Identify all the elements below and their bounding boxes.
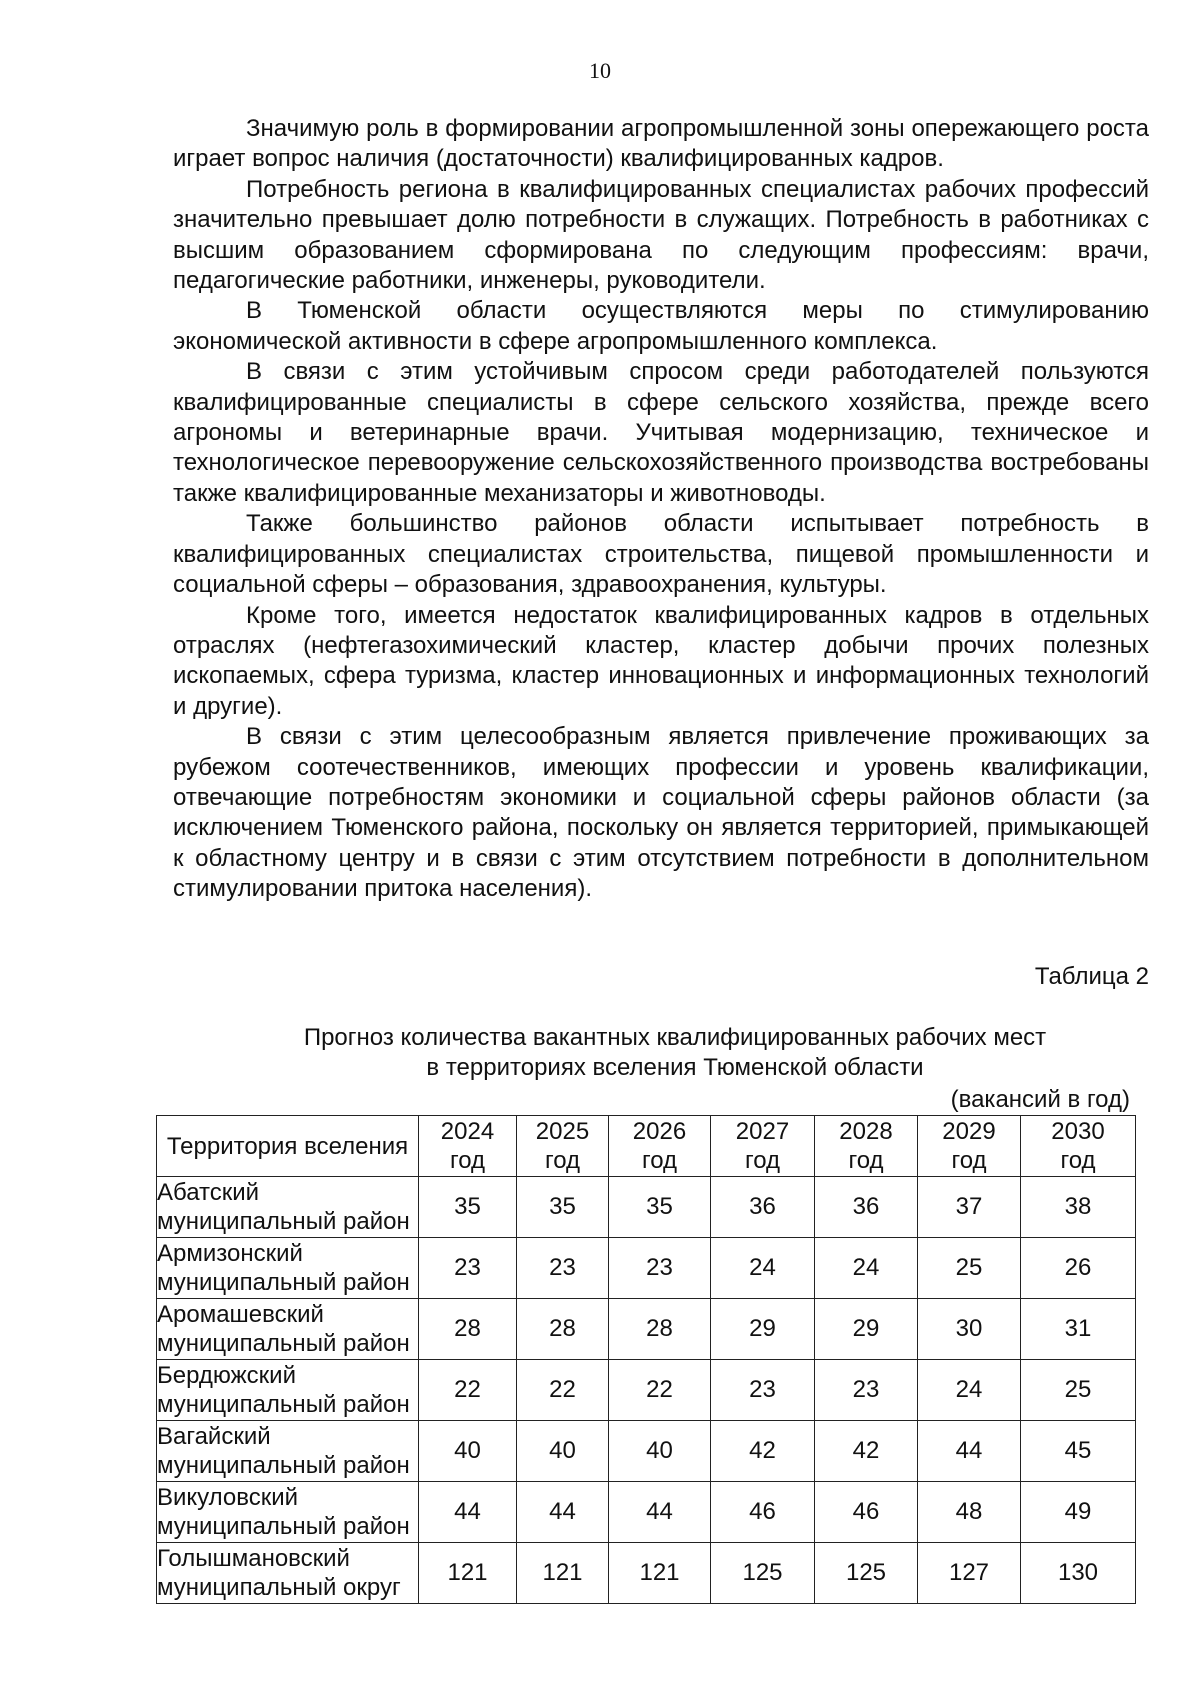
- paragraph: Также большинство районов области испытывает потребность в квалифицированных специалистах строительства, пищевой промышленности и социальной сферы – образования, здравоохранения, культуры.: [173, 510, 1149, 599]
- vacancy-cell: 121: [609, 1543, 711, 1604]
- vacancy-cell: 24: [815, 1238, 918, 1299]
- vacancy-cell: 40: [517, 1421, 609, 1482]
- year-suffix: год: [449, 1147, 486, 1174]
- vacancy-cell: 25: [1021, 1360, 1136, 1421]
- table-row: [157, 1238, 1136, 1299]
- vacancy-cell: 38: [1021, 1177, 1136, 1238]
- paragraph: В связи с этим устойчивым спросом среди работодателей пользуются квалифицированные специалисты в сфере сельского хозяйства, прежде всего агрономы и ветеринарные врачи. Учитывая модернизацию, техническое и технологическое перевооружение сельскохозяйственного производства востребованы также квалифицированные механизаторы и животноводы.: [173, 358, 1149, 507]
- territory-name: Бердюжский: [157, 1362, 296, 1389]
- vacancy-cell: 40: [419, 1421, 517, 1482]
- vacancy-cell: 23: [609, 1238, 711, 1299]
- vacancy-cell: 23: [419, 1238, 517, 1299]
- vacancy-cell: 22: [609, 1360, 711, 1421]
- paragraph: В связи с этим целесообразным является привлечение проживающих за рубежом соотечественников, имеющих профессии и уровень квалификации, отвечающие потребностям экономики и социальной сферы районов области (за исключением Тюменского района, поскольку он является территорией, примыкающей к областному центру и в связи с этим отсутствием потребности в дополнительном стимулировании притока населения).: [173, 723, 1149, 903]
- vacancy-cell: 31: [1021, 1299, 1136, 1360]
- vacancy-cell: 23: [711, 1360, 815, 1421]
- territory-cell: [157, 1238, 419, 1299]
- year-suffix: год: [848, 1147, 884, 1174]
- table-row: [157, 1360, 1136, 1421]
- vacancy-cell: 28: [419, 1299, 517, 1360]
- territory-cell: [157, 1299, 419, 1360]
- table-label: Таблица 2: [1034, 963, 1149, 990]
- territory-name: Армизонский: [157, 1240, 303, 1267]
- territory-type: муниципальный район: [157, 1208, 410, 1235]
- body-text: [173, 114, 1149, 905]
- territory-type: муниципальный район: [157, 1452, 410, 1479]
- year-value: 2024: [440, 1118, 495, 1145]
- year-value: 2027: [735, 1118, 790, 1145]
- vacancy-cell: 35: [517, 1177, 609, 1238]
- territory-type: муниципальный округ: [157, 1574, 401, 1601]
- vacancy-cell: 23: [517, 1238, 609, 1299]
- header-territory: Территория вселения: [157, 1116, 419, 1177]
- vacancy-cell: 22: [517, 1360, 609, 1421]
- paragraph: В Тюменской области осуществляются меры по стимулированию экономической активности в сфере агропромышленного комплекса.: [173, 297, 1149, 355]
- year-value: 2030: [1051, 1118, 1105, 1145]
- vacancy-cell: 121: [419, 1543, 517, 1604]
- vacancy-cell: 49: [1021, 1482, 1136, 1543]
- vacancy-cell: 127: [918, 1543, 1021, 1604]
- vacancy-cell: 45: [1021, 1421, 1136, 1482]
- territory-type: муниципальный район: [157, 1513, 410, 1540]
- vacancy-cell: 42: [815, 1421, 918, 1482]
- vacancy-cell: 30: [918, 1299, 1021, 1360]
- territory-cell: [157, 1421, 419, 1482]
- territory-type: муниципальный район: [157, 1330, 410, 1357]
- paragraph: Значимую роль в формировании агропромышленной зоны опережающего роста играет вопрос наличия (достаточности) квалифицированных кадров.: [173, 115, 1149, 173]
- header-year: [419, 1116, 517, 1177]
- vacancy-cell: 28: [517, 1299, 609, 1360]
- table-title-line: Прогноз количества вакантных квалифицированных рабочих мест: [303, 1024, 1047, 1051]
- page-number: 10: [589, 58, 611, 83]
- vacancy-cell: 121: [517, 1543, 609, 1604]
- territory-name: Голышмановский: [157, 1545, 350, 1572]
- vacancy-cell: 29: [711, 1299, 815, 1360]
- table-row: [157, 1482, 1136, 1543]
- table-header-row: [157, 1116, 1136, 1177]
- year-value: 2028: [839, 1118, 893, 1145]
- year-suffix: год: [544, 1147, 581, 1174]
- territory-name: Викуловский: [157, 1484, 299, 1511]
- vacancy-cell: 24: [711, 1238, 815, 1299]
- paragraph: Потребность региона в квалифицированных специалистах рабочих профессий значительно превышает долю потребности в служащих. Потребность в работниках с высшим образованием сформирована по следующим профессиям: врачи, педагогические работники, инженеры, руководители.: [173, 175, 1149, 295]
- year-suffix: год: [641, 1147, 678, 1174]
- vacancy-cell: 130: [1021, 1543, 1136, 1604]
- territory-cell: [157, 1543, 419, 1604]
- vacancy-cell: 26: [1021, 1238, 1136, 1299]
- vacancy-cell: 24: [918, 1360, 1021, 1421]
- vacancy-cell: 35: [609, 1177, 711, 1238]
- table-row: [157, 1177, 1136, 1238]
- paragraph: Кроме того, имеется недостаток квалифицированных кадров в отдельных отраслях (нефтегазохимический кластер, кластер добычи прочих полезных ископаемых, сфера туризма, кластер инновационных и информационных технологий и другие).: [173, 601, 1149, 720]
- year-suffix: год: [1060, 1147, 1096, 1174]
- vacancy-cell: 23: [815, 1360, 918, 1421]
- vacancy-cell: 48: [918, 1482, 1021, 1543]
- vacancy-cell: 36: [711, 1177, 815, 1238]
- territory-name: Аромашевский: [157, 1301, 324, 1328]
- vacancy-cell: 46: [815, 1482, 918, 1543]
- vacancy-cell: 125: [711, 1543, 815, 1604]
- vacancy-cell: 36: [815, 1177, 918, 1238]
- territory-cell: [157, 1482, 419, 1543]
- table-title: [173, 1023, 1149, 1083]
- vacancy-cell: 44: [419, 1482, 517, 1543]
- table-row: [157, 1299, 1136, 1360]
- year-value: 2026: [632, 1118, 687, 1145]
- table-row: [157, 1543, 1136, 1604]
- header-year: [815, 1116, 918, 1177]
- header-year: [609, 1116, 711, 1177]
- vacancy-cell: 28: [609, 1299, 711, 1360]
- year-suffix: год: [951, 1147, 987, 1174]
- vacancy-cell: 42: [711, 1421, 815, 1482]
- territory-cell: [157, 1177, 419, 1238]
- year-value: 2029: [942, 1118, 996, 1145]
- vacancy-cell: 35: [419, 1177, 517, 1238]
- year-suffix: год: [744, 1147, 781, 1174]
- territory-cell: [157, 1360, 419, 1421]
- vacancy-cell: 29: [815, 1299, 918, 1360]
- territory-name: Вагайский: [157, 1423, 271, 1450]
- table-title-line: в территориях вселения Тюменской области: [426, 1054, 924, 1081]
- header-year: [517, 1116, 609, 1177]
- vacancy-cell: 44: [609, 1482, 711, 1543]
- vacancy-cell: 25: [918, 1238, 1021, 1299]
- vacancy-cell: 125: [815, 1543, 918, 1604]
- table-row: [157, 1421, 1136, 1482]
- vacancy-cell: 37: [918, 1177, 1021, 1238]
- header-year: [918, 1116, 1021, 1177]
- territory-type: муниципальный район: [157, 1391, 410, 1418]
- table-unit: (вакансий в год): [950, 1086, 1130, 1113]
- territory-name: Абатский: [157, 1179, 260, 1206]
- vacancy-cell: 40: [609, 1421, 711, 1482]
- header-year: [1021, 1116, 1136, 1177]
- vacancy-forecast-table: [156, 1115, 1136, 1604]
- territory-type: муниципальный район: [157, 1269, 410, 1296]
- vacancy-cell: 44: [918, 1421, 1021, 1482]
- vacancy-cell: 44: [517, 1482, 609, 1543]
- vacancy-cell: 22: [419, 1360, 517, 1421]
- vacancy-cell: 46: [711, 1482, 815, 1543]
- header-year: [711, 1116, 815, 1177]
- year-value: 2025: [535, 1118, 590, 1145]
